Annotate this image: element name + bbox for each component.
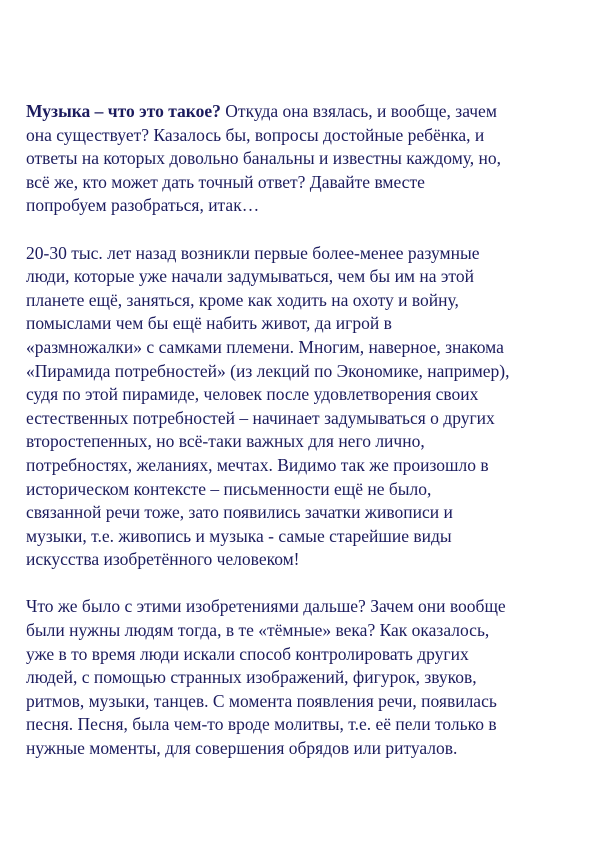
paragraph-history: 20-30 тыс. лет назад возникли первые более-менее разумные люди, которые уже начали задумываться, чем бы им на этой планете ещё, заняться, кроме как ходить на охоту и войну, помыслами чем бы ещё набить живот, да игрой в «размножалки» с самками племени. Многим, наверное, знакома «Пирамида потребностей» (из лекций по Экономике, например), судя по этой пирамиде, человек после удовлетворения своих естественных потребностей – начинает задумываться о других второстепенных, но всё-таки важных для него лично, потребностях, желаниях, мечтах. Видимо так же произошло в историческом контексте – письменности ещё не было, связанной речи тоже, зато появились зачатки живописи и музыки, т.е. живопись и музыка - самые старейшие виды искусства изобретённого человеком! <box>26 242 510 570</box>
paragraph-inventions: Что же было с этими изобретениями дальше? Зачем они вообще были нужны людям тогда, в те «тёмные» века? Как оказалось, уже в то время люди искали способ контролировать других людей, с помощью странных изображений, фигурок, звуков, ритмов, музыки, танцев. С момента появления речи, появилась песня. Песня, была чем-то вроде молитвы, т.е. её пели только в нужные моменты, для совершения обрядов или ритуалов. <box>26 596 506 759</box>
document-body <box>26 100 576 784</box>
paragraph-intro <box>26 100 576 218</box>
document-title: Музыка – что это такое? <box>26 101 221 121</box>
paragraph-intro-text: Откуда она взялась, и вообще, зачем она существует? Казалось бы, вопросы достойные ребёнка, и ответы на которых довольно банальны и известны каждому, но, всё же, кто может дать точный ответ? Давайте вместе попробуем разобраться, итак… <box>26 101 502 216</box>
